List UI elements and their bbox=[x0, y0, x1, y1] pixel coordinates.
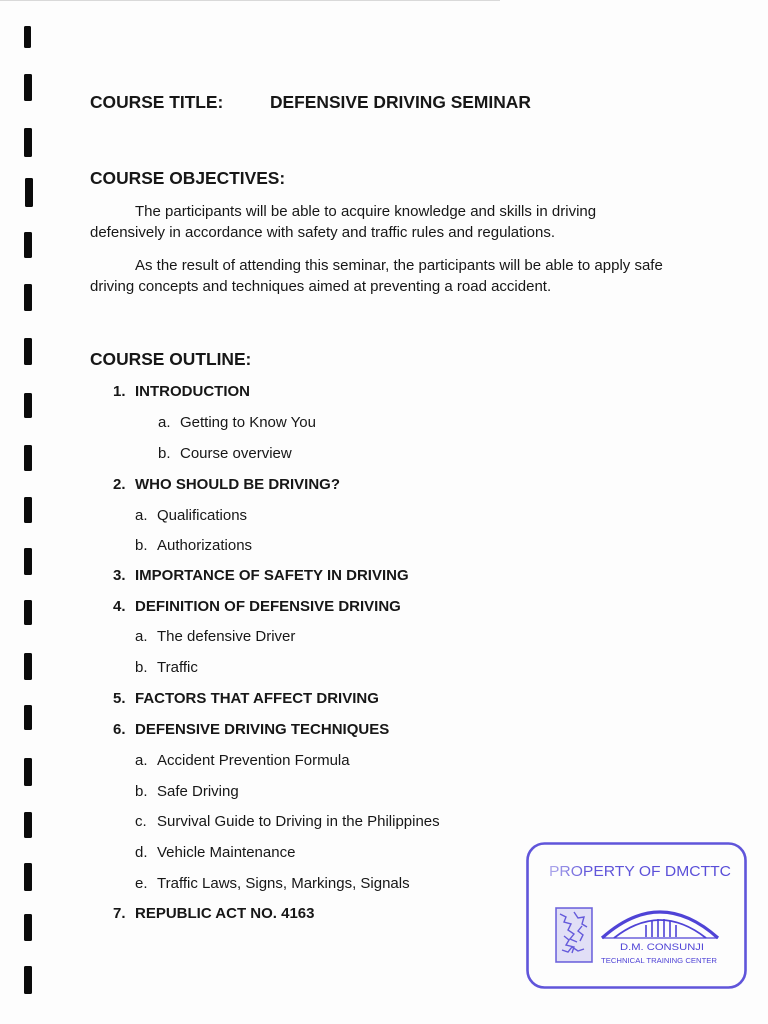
outline-subitem-letter: c. bbox=[135, 813, 147, 830]
binding-hole bbox=[24, 284, 32, 311]
outline-subitem-letter: b. bbox=[135, 659, 148, 676]
outline-subitem-letter: a. bbox=[158, 414, 171, 431]
stamp-heading: PROPERTY OF DMCTTC bbox=[549, 863, 732, 880]
outline-subitem bbox=[0, 414, 768, 432]
objectives-paragraph-line: driving concepts and techniques aimed at preventing a road accident. bbox=[90, 278, 552, 295]
binding-hole bbox=[24, 338, 32, 365]
stamp-org-subtitle: TECHNICAL TRAINING CENTER bbox=[601, 956, 718, 965]
outline-subitem-letter: d. bbox=[135, 844, 148, 861]
outline-item-title: WHO SHOULD BE DRIVING? bbox=[135, 476, 340, 493]
outline-item-number: 5. bbox=[113, 690, 126, 707]
outline-subitem-letter: a. bbox=[135, 752, 148, 769]
outline-subitem-text: Accident Prevention Formula bbox=[157, 752, 350, 769]
outline-subitem bbox=[0, 507, 768, 525]
outline-item-number: 4. bbox=[113, 598, 126, 615]
outline-subitem-text: Traffic bbox=[157, 659, 198, 676]
binding-hole bbox=[25, 178, 33, 207]
objectives-paragraph-line: As the result of attending this seminar, the participants will be able to apply safe bbox=[135, 257, 663, 274]
outline-item bbox=[0, 721, 768, 739]
outline-subitem-text: Authorizations bbox=[157, 537, 253, 554]
outline-item-title: DEFINITION OF DEFENSIVE DRIVING bbox=[135, 598, 401, 615]
outline-subitem-letter: b. bbox=[135, 537, 148, 554]
outline-item-title: IMPORTANCE OF SAFETY IN DRIVING bbox=[135, 567, 409, 584]
outline-subitem-letter: a. bbox=[135, 628, 148, 645]
outline-heading: COURSE OUTLINE: bbox=[90, 349, 252, 369]
outline-subitem-text: The defensive Driver bbox=[157, 628, 296, 645]
stamp-emblem-image-icon bbox=[556, 908, 592, 962]
outline-item-title: REPUBLIC ACT NO. 4163 bbox=[135, 905, 315, 922]
outline-item bbox=[0, 476, 768, 494]
course-title-label: COURSE TITLE: bbox=[90, 92, 224, 112]
page-top-edge bbox=[0, 0, 500, 1]
outline-subitem-text: Qualifications bbox=[157, 507, 248, 524]
outline-item bbox=[0, 598, 768, 616]
stamp-arch-logo-icon bbox=[602, 912, 718, 938]
outline-item-title: DEFENSIVE DRIVING TECHNIQUES bbox=[135, 721, 390, 738]
outline-item bbox=[0, 567, 768, 585]
objectives-heading: COURSE OBJECTIVES: bbox=[90, 168, 286, 188]
outline-item-number: 7. bbox=[113, 905, 126, 922]
binding-hole bbox=[24, 232, 32, 258]
outline-item-title: FACTORS THAT AFFECT DRIVING bbox=[135, 690, 379, 707]
outline-item-number: 3. bbox=[113, 567, 126, 584]
outline-item-number: 6. bbox=[113, 721, 126, 738]
course-title-value: DEFENSIVE DRIVING SEMINAR bbox=[270, 92, 531, 112]
stamp-org-name: D.M. CONSUNJI bbox=[620, 942, 704, 953]
outline-subitem-text: Safe Driving bbox=[157, 783, 239, 800]
outline-subitem bbox=[0, 659, 768, 677]
outline-subitem bbox=[0, 783, 768, 801]
outline-item-title: INTRODUCTION bbox=[135, 383, 250, 400]
property-stamp bbox=[524, 840, 750, 992]
outline-subitem-letter: b. bbox=[135, 783, 148, 800]
outline-subitem-text: Traffic Laws, Signs, Markings, Signals bbox=[157, 875, 410, 892]
outline-subitem-letter: e. bbox=[135, 875, 148, 892]
binding-hole bbox=[24, 26, 31, 48]
outline-subitem-text: Survival Guide to Driving in the Philippines bbox=[157, 813, 440, 830]
outline-subitem-text: Course overview bbox=[180, 445, 292, 462]
outline-item bbox=[0, 690, 768, 708]
outline-subitem bbox=[0, 813, 768, 831]
outline-subitem-letter: a. bbox=[135, 507, 148, 524]
outline-subitem-letter: b. bbox=[158, 445, 171, 462]
outline-item-number: 1. bbox=[113, 383, 126, 400]
outline-subitem-text: Getting to Know You bbox=[180, 414, 316, 431]
binding-hole bbox=[24, 74, 32, 101]
outline-subitem bbox=[0, 628, 768, 646]
binding-hole bbox=[24, 128, 32, 157]
outline-subitem bbox=[0, 445, 768, 463]
binding-hole bbox=[24, 966, 32, 994]
outline-subitem bbox=[0, 752, 768, 770]
outline-item bbox=[0, 383, 768, 401]
outline-subitem bbox=[0, 537, 768, 555]
objectives-paragraph-line: The participants will be able to acquire knowledge and skills in driving bbox=[135, 203, 597, 220]
objectives-paragraph-line: defensively in accordance with safety and traffic rules and regulations. bbox=[90, 224, 555, 241]
outline-subitem-text: Vehicle Maintenance bbox=[157, 844, 296, 861]
outline-item-number: 2. bbox=[113, 476, 126, 493]
